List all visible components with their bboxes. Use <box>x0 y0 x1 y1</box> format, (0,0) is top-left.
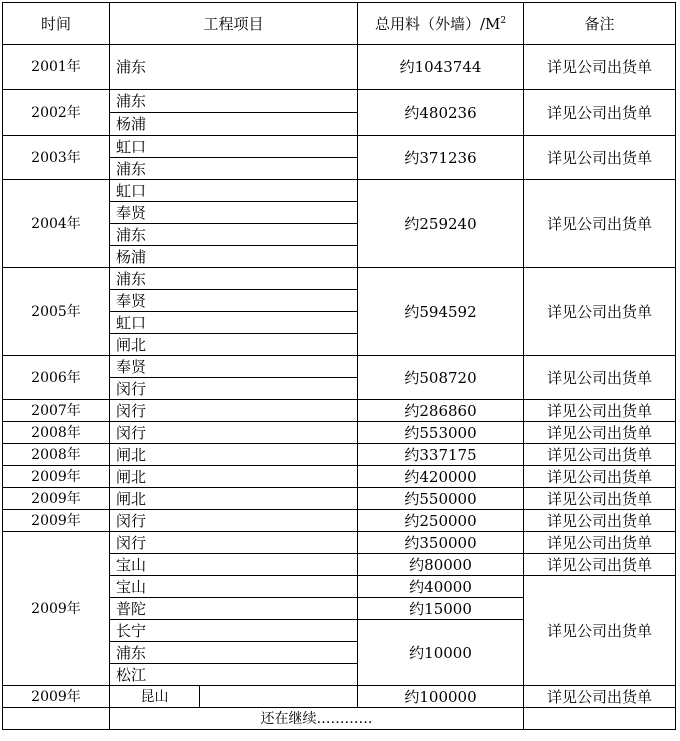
note-cell: 详见公司出货单 <box>524 510 676 532</box>
year-cell: 2008年 <box>3 444 110 466</box>
project-cell: 闸北 <box>110 488 358 510</box>
table-row <box>3 466 676 488</box>
project-cell: 长宁 <box>110 620 358 642</box>
material-cell: 约350000 <box>358 532 524 554</box>
project-table <box>2 2 676 730</box>
project-cell: 浦东 <box>110 90 358 113</box>
material-cell: 约100000 <box>358 686 524 708</box>
footer-text: 还在继续………… <box>110 708 524 730</box>
note-cell: 详见公司出货单 <box>524 180 676 268</box>
table-row <box>3 356 676 378</box>
project-cell: 浦东 <box>110 158 358 180</box>
note-cell: 详见公司出货单 <box>524 45 676 90</box>
note-cell: 详见公司出货单 <box>524 136 676 180</box>
note-cell: 详见公司出货单 <box>524 686 676 708</box>
project-cell: 奉贤 <box>110 202 358 224</box>
material-cell: 约40000 <box>358 576 524 598</box>
year-cell: 2002年 <box>3 90 110 136</box>
year-cell: 2003年 <box>3 136 110 180</box>
material-cell: 约550000 <box>358 488 524 510</box>
table-row <box>3 510 676 532</box>
year-cell: 2009年 <box>3 510 110 532</box>
table-row <box>3 686 676 708</box>
table-row <box>3 444 676 466</box>
year-cell: 2008年 <box>3 422 110 444</box>
header-note: 备注 <box>524 3 676 45</box>
project-cell: 浦东 <box>110 268 358 290</box>
project-cell: 宝山 <box>110 576 358 598</box>
table-row <box>3 532 676 554</box>
material-cell: 约80000 <box>358 554 524 576</box>
project-cell: 虹口 <box>110 136 358 158</box>
material-cell: 约286860 <box>358 400 524 422</box>
table-row <box>3 488 676 510</box>
year-cell: 2004年 <box>3 180 110 268</box>
year-cell: 2009年 <box>3 488 110 510</box>
project-cell: 浦东 <box>110 45 358 90</box>
material-cell: 约553000 <box>358 422 524 444</box>
note-cell: 详见公司出货单 <box>524 554 676 576</box>
table-row <box>3 268 676 290</box>
material-cell: 约250000 <box>358 510 524 532</box>
project-cell: 浦东 <box>110 642 358 664</box>
year-cell: 2009年 <box>3 466 110 488</box>
footer-row <box>3 708 676 730</box>
project-cell: 浦东 <box>110 224 358 246</box>
header-row <box>3 3 676 45</box>
year-cell: 2007年 <box>3 400 110 422</box>
note-cell: 详见公司出货单 <box>524 356 676 400</box>
note-cell: 详见公司出货单 <box>524 400 676 422</box>
year-cell: 2005年 <box>3 268 110 356</box>
project-cell: 虹口 <box>110 180 358 202</box>
project-cell: 杨浦 <box>110 113 358 136</box>
project-cell: 闵行 <box>110 400 358 422</box>
project-cell: 闸北 <box>110 444 358 466</box>
project-cell-blank <box>200 686 358 708</box>
material-cell: 约594592 <box>358 268 524 356</box>
year-cell: 2009年 <box>3 686 110 708</box>
note-cell: 详见公司出货单 <box>524 488 676 510</box>
project-cell: 闵行 <box>110 510 358 532</box>
note-cell: 详见公司出货单 <box>524 90 676 136</box>
header-time: 时间 <box>3 3 110 45</box>
note-cell: 详见公司出货单 <box>524 532 676 554</box>
table-row <box>3 45 676 90</box>
note-cell: 详见公司出货单 <box>524 422 676 444</box>
header-material: 总用料（外墙）$/M^2$ <box>358 3 524 45</box>
year-cell: 2006年 <box>3 356 110 400</box>
year-cell: 2009年 <box>3 532 110 686</box>
project-cell: 宝山 <box>110 554 358 576</box>
material-cell: 约371236 <box>358 136 524 180</box>
material-cell: 约420000 <box>358 466 524 488</box>
footer-blank <box>3 708 110 730</box>
material-cell: 约1043744 <box>358 45 524 90</box>
footer-blank-note <box>524 708 676 730</box>
material-cell: 约508720 <box>358 356 524 400</box>
table-row <box>3 422 676 444</box>
project-cell: 闸北 <box>110 334 358 356</box>
project-cell: 昆山 <box>110 686 200 708</box>
project-cell: 闵行 <box>110 378 358 400</box>
project-cell: 闵行 <box>110 422 358 444</box>
project-cell: 奉贤 <box>110 290 358 312</box>
project-cell: 杨浦 <box>110 246 358 268</box>
year-cell: 2001年 <box>3 45 110 90</box>
project-cell: 松江 <box>110 664 358 686</box>
material-cell: 约337175 <box>358 444 524 466</box>
header-project: 工程项目 <box>110 3 358 45</box>
project-cell: 奉贤 <box>110 356 358 378</box>
project-cell: 普陀 <box>110 598 358 620</box>
project-cell: 闵行 <box>110 532 358 554</box>
note-cell: 详见公司出货单 <box>524 444 676 466</box>
material-cell: 约259240 <box>358 180 524 268</box>
project-cell: 闸北 <box>110 466 358 488</box>
table-row <box>3 180 676 202</box>
table-row <box>3 90 676 113</box>
note-cell: 详见公司出货单 <box>524 268 676 356</box>
table-row <box>3 136 676 158</box>
table-row <box>3 400 676 422</box>
material-cell: 约480236 <box>358 90 524 136</box>
note-cell: 详见公司出货单 <box>524 466 676 488</box>
material-cell: 约10000 <box>358 620 524 686</box>
project-cell: 虹口 <box>110 312 358 334</box>
note-cell: 详见公司出货单 <box>524 576 676 686</box>
material-cell: 约15000 <box>358 598 524 620</box>
